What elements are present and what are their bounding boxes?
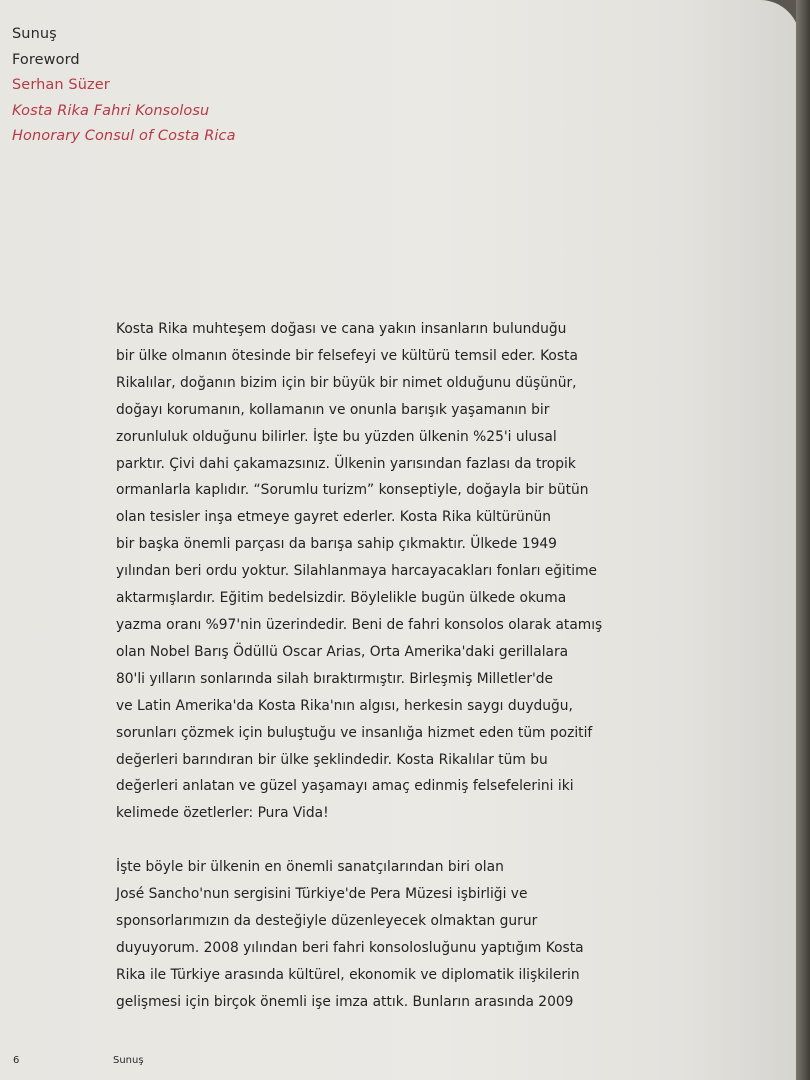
paragraph: Kosta Rika muhteşem doğası ve cana yakın insanların bulunduğu bir ülke olmanın ötesinde bir felsefeyi ve kültürü temsil eder. Kosta Rikalılar, doğanın bizim için bir büyük bir nimet olduğunu düşünür, doğayı korumanın, kollamanın ve onunla barışık yaşamanın bir zorunluluk olduğunu bilirler. İşte bu yüzden ülkenin %25'i ulusal parktır. Çivi dahi çakamazsınız. Ülkenin yarısından fazlası da tropik ormanlarla kaplıdır. “Sorumlu turizm” konseptiyle, doğayla bir bütün olan tesisler inşa etmeye gayret ederler. Kosta Rika kültürünün bir başka önemli parçası da barışa sahip çıkmaktır. Ülkede 1949 yılından beri ordu yoktur. Silahlanmaya harcayacakları fonları eğitime aktarmışlardır. Eğitim bedelsizdir. Böylelikle bugün ülkede okuma yazma oranı %97'nin üzerindedir. Beni de fahri konsolos olarak atamış olan Nobel Barış Ödüllü Oscar Arias, Orta Amerika'daki gerillalara 80'li yılların sonlarında silah bıraktırmıştır. Birleşmiş Milletler'de ve Latin Amerika'da Kosta Rika'nın algısı, herkesin saygı duyduğu, sorunları çözmek için buluştuğu ve insanlığa hizmet eden tüm pozitif değerleri barındıran bir ülke şeklindedir. Kosta Rikalılar tüm bu değerleri anlatan ve güzel yaşamayı amaç edinmiş felsefelerini iki kelimede özetlerler: Pura Vida! (116, 321, 603, 822)
page-header (12, 22, 236, 150)
page-edge-shadow (796, 0, 810, 1080)
paragraph: İşte böyle bir ülkenin en önemli sanatçılarından biri olan José Sancho'nun sergisini Türkiye'de Pera Müzesi işbirliği ve sponsorlarımızın da desteğiyle düzenleyecek olmaktan gurur duyuyorum. 2008 yılından beri fahri konsolosluğunu yaptığım Kosta Rika ile Türkiye arasında kültürel, ekonomik ve diplomatik ilişkilerin gelişmesi için birçok önemli işe imza attık. Bunların arasında 2009 (116, 859, 584, 1010)
body-text (116, 316, 626, 1016)
author-name: Serhan Süzer (12, 77, 110, 93)
section-title-tr: Sunuş (12, 26, 57, 42)
running-title: Sunuş (113, 1055, 144, 1066)
section-title-en: Foreword (12, 51, 80, 68)
page-number: 6 (13, 1055, 20, 1066)
author-role-en: Honorary Consul of Costa Rica (12, 128, 236, 144)
author-role-tr: Kosta Rika Fahri Konsolosu (12, 102, 210, 119)
